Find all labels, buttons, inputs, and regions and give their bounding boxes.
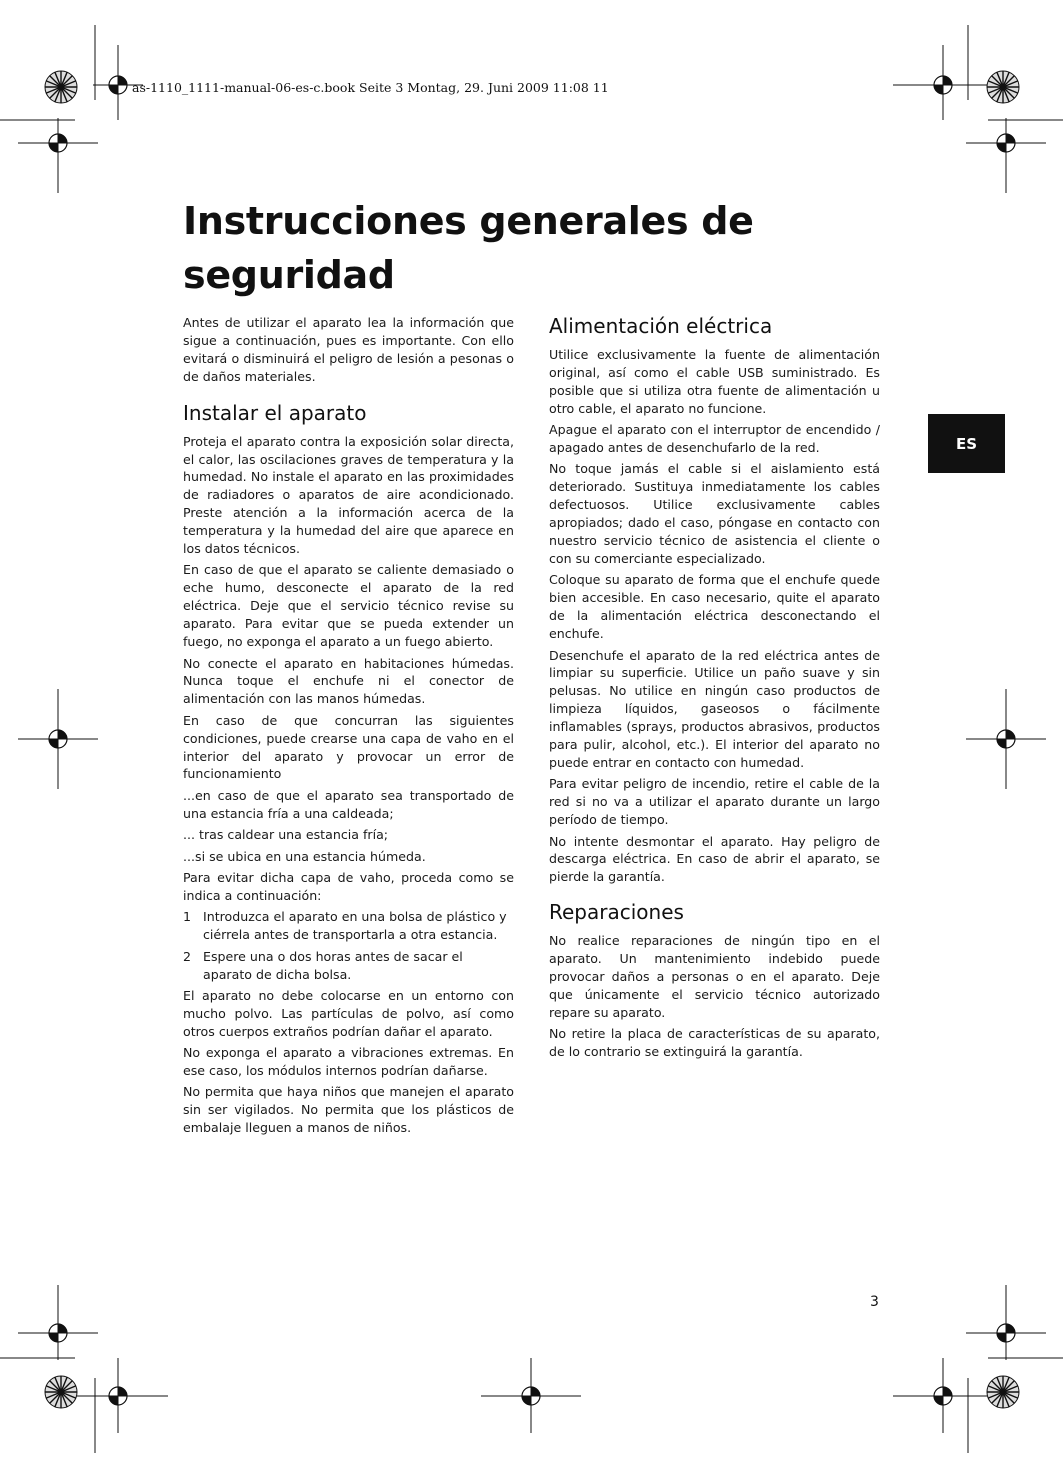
page-number: 3: [870, 1294, 879, 1310]
paragraph: Apague el aparato con el interruptor de encendido / apagado antes de desenchufarlo de la red.: [549, 422, 880, 456]
paragraph: Desenchufe el aparato de la red eléctrica antes de limpiar su superficie. Utilice un paño suave y sin pelusas. No utilice en ningún caso productos de limpieza líquidos, gaseosos o fácilmente inflamables (sprays, productos abrasivos, productos para pulir, alcohol, etc.). El interior del aparato no puede entrar en contacto con humedad.: [549, 647, 880, 770]
step-text: Introduzca el aparato en una bolsa de plástico y ciérrela antes de transportarla a otra estancia.: [203, 909, 507, 943]
paragraph: En caso de que el aparato se caliente demasiado o eche humo, desconecte el aparato de la red eléctrica. Deje que el servicio técnico revise su aparato. Para evitar que se pueda extender un fuego, no exponga el aparato a un fuego abierto.: [183, 562, 514, 650]
language-tab: ES: [928, 414, 1005, 473]
paragraph: No exponga el aparato a vibraciones extremas. En ese caso, los módulos internos podrían dañarse.: [183, 1045, 514, 1079]
paragraph: No conecte el aparato en habitaciones húmedas. Nunca toque el enchufe ni el conector de alimentación con las manos húmedas.: [183, 655, 514, 707]
step-number: 1: [183, 909, 192, 925]
paragraph: En caso de que concurran las siguientes condiciones, puede crearse una capa de vaho en el interior del aparato y provocar un error de funcionamiento: [183, 712, 514, 782]
paragraph: No realice reparaciones de ningún tipo en el aparato. Un mantenimiento indebido puede provocar daños a personas o en el aparato. Deje que únicamente el servicio técnico autorizado repare su aparato.: [549, 933, 880, 1020]
page-title: Instrucciones generales de seguridad: [183, 199, 754, 297]
paragraph: No toque jamás el cable si el aislamiento está deteriorado. Sustituya inmediatamente los cables defectuosos. Utilice exclusivamente cables apropiados; dado el caso, póngase en contacto con nuestro servicio técnico de asistencia el cliente o con su comerciante especializado.: [549, 461, 880, 566]
paragraph: Utilice exclusivamente la fuente de alimentación original, así como el cable USB suministrado. Es posible que si utiliza otra fuente de alimentación u otro cable, el aparato no funcione.: [549, 347, 880, 416]
left-column: [183, 314, 514, 1141]
paragraph: No intente desmontar el aparato. Hay peligro de descarga eléctrica. En caso de abrir el aparato, se pierde la garantía.: [549, 833, 880, 885]
section-heading-install: Instalar el aparato: [183, 400, 367, 425]
book-info-header: as-1110_1111-manual-06-es-c.book Seite 3 Montag, 29. Juni 2009 11:08 11: [132, 80, 609, 95]
paragraph: Coloque su aparato de forma que el enchufe quede bien accesible. En caso necesario, quite el aparato de la alimentación eléctrica desconectando el enchufe.: [549, 572, 880, 642]
steps-list: [183, 908, 514, 983]
list-item: [183, 948, 514, 984]
step-number: 2: [183, 948, 192, 964]
paragraph: Proteja el aparato contra la exposición solar directa, el calor, las oscilaciones graves de temperatura y la humedad. No instale el aparato en las proximidades de radiadores o aparatos de aire acondicionado. Preste atención a la información acerca de la temperatura y la humedad del aire que aparece en los datos técnicos.: [183, 433, 514, 557]
paragraph: No retire la placa de características de su aparato, de lo contrario se extinguirá la garantía.: [549, 1026, 880, 1060]
paragraph: ...en caso de que el aparato sea transportado de una estancia fría a una caldeada;: [183, 787, 514, 821]
paragraph: ...si se ubica en una estancia húmeda.: [183, 848, 426, 864]
paragraph: No permita que haya niños que manejen el aparato sin ser vigilados. No permita que los plásticos de embalaje lleguen a manos de niños.: [183, 1084, 514, 1136]
paragraph: El aparato no debe colocarse en un entorno con mucho polvo. Las partículas de polvo, así como otros cuerpos extraños podrían dañar el aparato.: [183, 987, 514, 1039]
intro-paragraph: Antes de utilizar el aparato lea la información que sigue a continuación, pues es importante. Con ello evitará o disminuirá el peligro de lesión a pesonas o de daños materiales.: [183, 315, 514, 384]
step-text: Espere una o dos horas antes de sacar el aparato de dicha bolsa.: [203, 948, 463, 982]
paragraph: Para evitar dicha capa de vaho, proceda como se indica a continuación:: [183, 869, 514, 903]
paragraph: ... tras caldear una estancia fría;: [183, 827, 389, 843]
list-item: [183, 908, 514, 944]
section-heading-power: Alimentación eléctrica: [549, 314, 773, 338]
right-column: [549, 314, 880, 1065]
paragraph: Para evitar peligro de incendio, retire el cable de la red si no va a utilizar el aparato durante un largo período de tiempo.: [549, 776, 880, 828]
section-heading-repairs: Reparaciones: [549, 900, 684, 925]
